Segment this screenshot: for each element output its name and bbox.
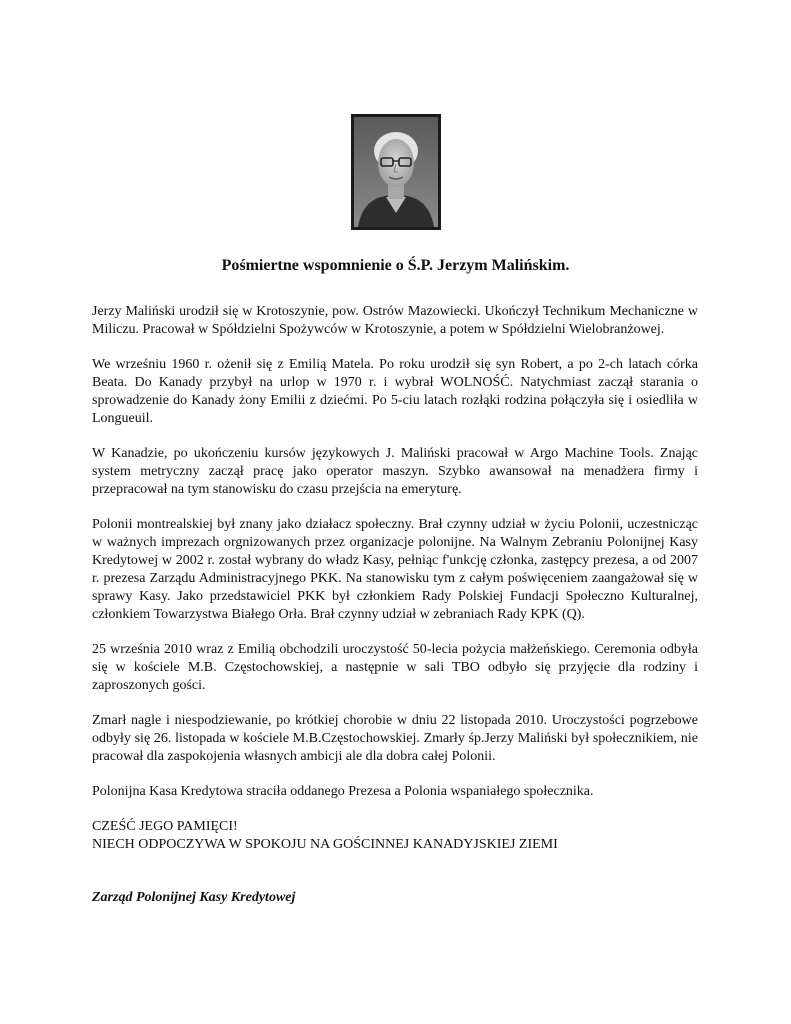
portrait-photo [351, 114, 441, 230]
closing-lines [92, 818, 698, 854]
memorial-text [92, 303, 698, 924]
paragraph-community-work: Polonii montrealskiej był znany jako działacz społeczny. Brał czynny udział w życiu Polonii, uczestnicząc w ważnych imprezach orgnizowanych przez organizacje polonijne. Na Walnym Zebraniu Polonijnej Kasy Kredytowej w 2002 r. został wybrany do władz Kasy, pełniąc f'unkcję członka, zastępcy prezesa, a od 2007 r. prezesa Zarządu Administracyjnego PKK. Na stanowisku tym z całym poświęceniem zaangażował się w sprawy Kasy. Jako przedstawiciel PKK był członkiem Rady Polskiej Fundacji Społeczno Kulturalnej, członkiem Towarzystwa Białego Orła. Brał czynny udział w zebraniach Rady KPK (Q). [92, 517, 698, 622]
paragraph-death: Zmarł nagle i niespodziewanie, po krótkiej chorobie w dniu 22 listopada 2010. Uroczystości pogrzebowe odbyły się 26. listopada w kościele M.B.Częstochowskiej. Zmarły śp.Jerzy Maliński był społecznikiem, nie pracował dla zaspokojenia własnych ambicji ale dla dobra całej Polonii. [92, 713, 698, 764]
paragraph-career: W Kanadzie, po ukończeniu kursów językowych J. Maliński pracował w Argo Machine Tools. Znając system metryczny zaczął pracę jako operator maszyn. Szybko awansował na menadżera firmy i przepracował na tym stanowisku do czasu przejścia na emeryturę. [92, 446, 698, 497]
portrait-image [354, 117, 438, 227]
paragraph-anniversary: 25 września 2010 wraz z Emilią obchodzili uroczystość 50-lecia pożycia małżeńskiego. Ceremonia odbyła się w kościele M.B. Częstochowskiej, a następnie w sali TBO odbyło się przyjęcie dla rodziny i zaproszonych gości. [92, 642, 698, 693]
paragraph-biography: Jerzy Maliński urodził się w Krotoszynie, pow. Ostrów Mazowiecki. Ukończył Technikum Mechaniczne w Miliczu. Pracował w Spółdzielni Spożywców w Krotoszynie, a potem w Spółdzielni Wielobranżowej. [92, 304, 698, 337]
page-title: Pośmiertne wspomnienie o Ś.P. Jerzym Malińskim. [221, 257, 570, 274]
closing-line-1: CZEŚĆ JEGO PAMIĘCI! [92, 819, 238, 834]
signature: Zarząd Polonijnej Kasy Kredytowej [92, 890, 296, 905]
paragraph-tribute: Polonijna Kasa Kredytowa straciła oddanego Prezesa a Polonia wspaniałego społecznika. [92, 784, 594, 799]
paragraph-family: We wrześniu 1960 r. ożenił się z Emilią Matela. Po roku urodził się syn Robert, a po 2-ch latach córka Beata. Do Kanady przybył na urlop w 1970 r. i wybrał WOLNOŚĆ. Natychmiast zaczął starania o sprowadzenie do Kanady żony Emilii z dziećmi. Po 5-ciu latach rozłąki rodzina połączyła się i osiedliła w Longueuil. [92, 357, 698, 426]
closing-line-2: NIECH ODPOCZYWA W SPOKOJU NA GOŚCINNEJ KANADYJSKIEJ ZIEMI [92, 837, 558, 852]
